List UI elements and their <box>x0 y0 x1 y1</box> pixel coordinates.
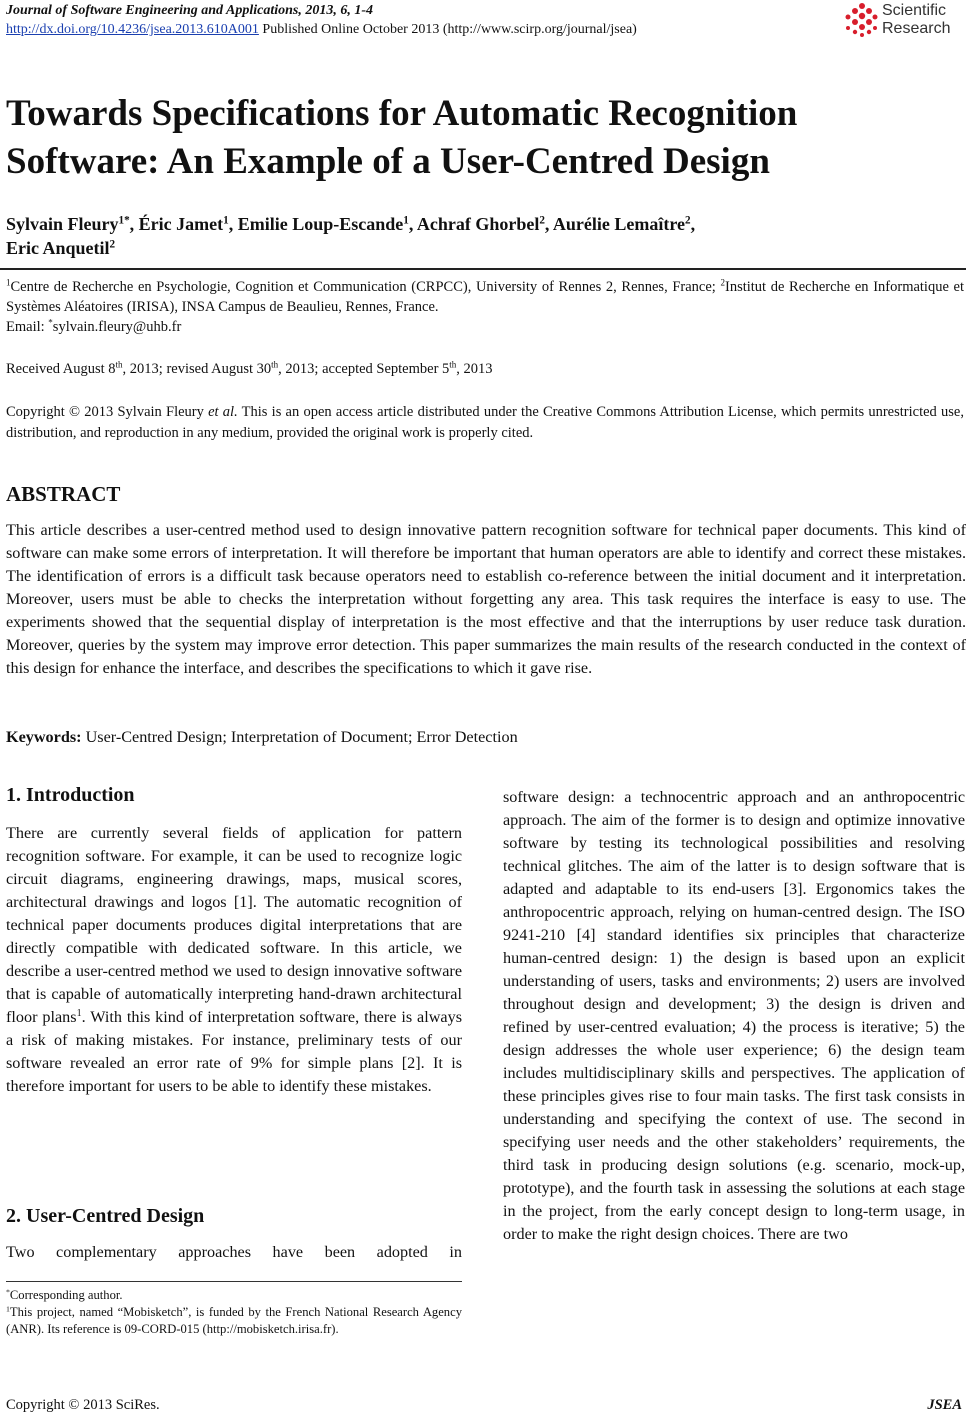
paper-title: Towards Specifications for Automatic Recognition Software: An Example of a User-Centred Design <box>6 93 798 182</box>
revised-text: , 2013; revised August 30 <box>122 361 272 377</box>
author-name: Eric Anquetil <box>6 238 110 258</box>
section-user-centred-design-heading: 2. User-Centred Design <box>6 1205 205 1227</box>
copyright-post: This is an open access article distributed under the Creative Commons Attribution License, which permits unrestricted use, distribution, and reproduction in any medium, provided the original work is properly cited. <box>6 404 964 441</box>
author-affiliation-marker: 1* <box>118 214 130 227</box>
logo-dot <box>852 8 858 14</box>
logo-dot <box>846 26 850 30</box>
copyright-etal: et al. <box>208 404 238 420</box>
author-name: Éric Jamet <box>138 214 224 234</box>
logo-dot <box>859 13 865 19</box>
logo-text-line2: Research <box>882 20 951 37</box>
logo-dot <box>873 26 877 30</box>
received-text: Received August 8 <box>6 361 116 377</box>
author <box>417 214 553 234</box>
author-separator: , <box>690 214 696 234</box>
journal-header <box>6 3 373 19</box>
email-label: Email: <box>6 319 49 335</box>
footnote-star-text: Corresponding author. <box>9 1288 123 1302</box>
author-name: Emilie Loup-Escande <box>237 214 404 234</box>
footnote-project <box>6 1304 462 1338</box>
affiliation-2-marker: 2 <box>720 277 725 288</box>
header-divider <box>0 268 966 270</box>
abstract-text: This article describes a user-centred method used to design innovative pattern recognition software for technical paper documents. This kind of software can make some errors of interpretation. It will therefore be important that human operators are able to identify and correct these mistakes. The identification of errors is a difficult task because operators need to establish co-reference between the initial document and it interpretation. Moreover, users must be able to checks the interpretation without forgetting any area. This task requires the interface is easy to use. The experiments showed that the sequential display of interpretation is the most effective and that the interruptions by user reduce task duration. Moreover, queries by the system may improve error detection. This paper summarizes the main results of the research conducted in the context of this design for enhance the interface, and describes the specifications to which it gave rise. <box>6 521 966 677</box>
journal-volume: , 2013, 6, 1-4 <box>298 3 374 18</box>
logo-dot <box>853 30 857 34</box>
email-address[interactable]: sylvain.fleury@uhb.fr <box>52 319 182 335</box>
publisher-logo <box>844 2 964 42</box>
received-dates <box>6 361 493 378</box>
logo-mark-icon <box>844 2 880 38</box>
doi-link[interactable]: http://dx.doi.org/10.4236/jsea.2013.610A001 <box>6 22 259 37</box>
author-name: Achraf Ghorbel <box>416 214 540 234</box>
user-centred-design-text: Two complementary approaches have been adopted in <box>6 1243 462 1261</box>
copyright-notice <box>6 402 964 444</box>
copyright-pre: Copyright © 2013 Sylvain Fleury <box>6 404 209 420</box>
introduction-text-part1: There are currently several fields of application for pattern recognition software. For example, it can be used to recognize logic circuit diagrams, engineering drawings, maps, musical scores, architectural drawings and logos [1]. The automatic recognition of technical paper documents produces digital interpretations that are directly compatible with dedicated software. In this article, we describe a user-centred method we used to design innovative software that is capable of automatically interpreting hand-drawn architectural floor plans <box>6 824 462 1026</box>
section-introduction-heading: 1. Introduction <box>6 784 135 806</box>
footnote-1-marker: 1 <box>6 1304 10 1314</box>
author-separator: , <box>544 214 553 234</box>
page-footer-journal: JSEA <box>927 1397 962 1413</box>
author-affiliation-marker: 2 <box>685 214 691 227</box>
affiliations <box>6 277 964 337</box>
page-footer-copyright: Copyright © 2013 SciRes. <box>6 1397 160 1413</box>
abstract-heading: ABSTRACT <box>6 482 121 506</box>
accepted-year: , 2013 <box>456 361 493 377</box>
keywords <box>6 728 518 747</box>
footnote-1-text: This project, named “Mobisketch”, is funded by the French National Research Agency (ANR). Its reference is 09-CORD-015 (http://mobisketch.irisa.fr). <box>6 1305 462 1336</box>
author-name: Sylvain Fleury <box>6 214 119 234</box>
logo-dots <box>846 3 878 37</box>
logo-dot <box>859 24 865 30</box>
right-column-text: software design: a technocentric approach and an anthropocentric approach. The aim of the former is to design and optimize innovative software by testing its technological possibilities and resolving technical glitches. The aim of the latter is to design software that is adapted and adaptable to its end-users [3]. Ergonomics takes the anthropocentric approach, relying on human-centred design. The ISO 9241-210 [4] standard identifies six principles that characterize human-centred design: 1) the design is based upon an explicit understanding of users, tasks and environments; 2) users are involved throughout design and development; 3) the design is driven and refined by user-centred evaluation; 4) the process is iterative; 5) the design addresses the whole user experience; 6) the design team includes multidisciplinary skills and perspectives. The application of these principles gives rise to four main tasks. The first task consists in understanding and specifying the context of use. The second in specifying user needs and the other stakeholders’ requirements, the third task in producing design solutions (e.g. scenario, mock-up, prototype), and the fourth task in assessing the solutions at each stage in the project, from the early concept design to long-term usage, in order to make the right design choices. There are two <box>503 788 965 1243</box>
keywords-list: User-Centred Design; Interpretation of Document; Error Detection <box>81 728 518 746</box>
email-marker: * <box>48 317 53 328</box>
introduction-text-part2: . With this kind of interpretation software, there is always a risk of making mistakes. For instance, preliminary tests of our software revealed an error rate of 9% for simple plans [2]. It is therefore important for users to be able to identify these mistakes. <box>6 1008 463 1095</box>
author <box>553 214 695 234</box>
author <box>139 214 238 234</box>
accepted-text: , 2013; accepted September 5 <box>278 361 450 377</box>
logo-dot <box>859 3 865 9</box>
affiliation-1-marker: 1 <box>6 277 11 288</box>
publication-line <box>6 22 637 38</box>
author-separator: , <box>408 214 417 234</box>
author <box>6 214 139 234</box>
logo-text <box>882 2 950 38</box>
logo-text-line1: Scientific <box>882 2 947 19</box>
author-affiliation-marker: 1 <box>223 214 229 227</box>
keywords-label: Keywords: <box>6 728 82 746</box>
author-separator: , <box>129 214 139 234</box>
affiliation-1: Centre de Recherche en Psychologie, Cognition et Communication (CRPCC), University of Rennes 2, Rennes, France; <box>10 279 721 295</box>
footnote-divider <box>6 1281 462 1282</box>
logo-dot <box>866 19 872 25</box>
logo-dot <box>873 15 878 20</box>
author-affiliation-marker: 2 <box>539 214 545 227</box>
journal-name: Journal of Software Engineering and Applications <box>6 3 299 18</box>
accepted-sup: th <box>449 359 457 370</box>
footnote-star-marker: * <box>6 1287 10 1297</box>
author-name: Aurélie Lemaître <box>552 214 686 234</box>
author-list <box>6 212 961 260</box>
author-separator: , <box>228 214 238 234</box>
logo-dot <box>846 15 851 20</box>
logo-dot <box>860 33 864 37</box>
revised-sup: th <box>271 359 279 370</box>
author-affiliation-marker: 1 <box>403 214 409 227</box>
published-note: Published Online October 2013 (http://www.scirp.org/journal/jsea) <box>258 22 637 37</box>
footnote-1-ref: 1 <box>76 1007 82 1019</box>
affiliation-2: Institut de Recherche en Informatique et Systèmes Aléatoires (IRISA), INSA Campus de Beaulieu, Rennes, France. <box>6 279 965 315</box>
author <box>6 238 115 258</box>
author-affiliation-marker: 2 <box>109 238 116 251</box>
logo-dot <box>867 30 871 34</box>
footnote-corresponding <box>6 1287 462 1304</box>
received-sup: th <box>115 359 123 370</box>
introduction-text <box>6 822 462 1098</box>
logo-dot <box>866 8 872 14</box>
author <box>238 214 417 234</box>
logo-dot <box>852 19 858 25</box>
